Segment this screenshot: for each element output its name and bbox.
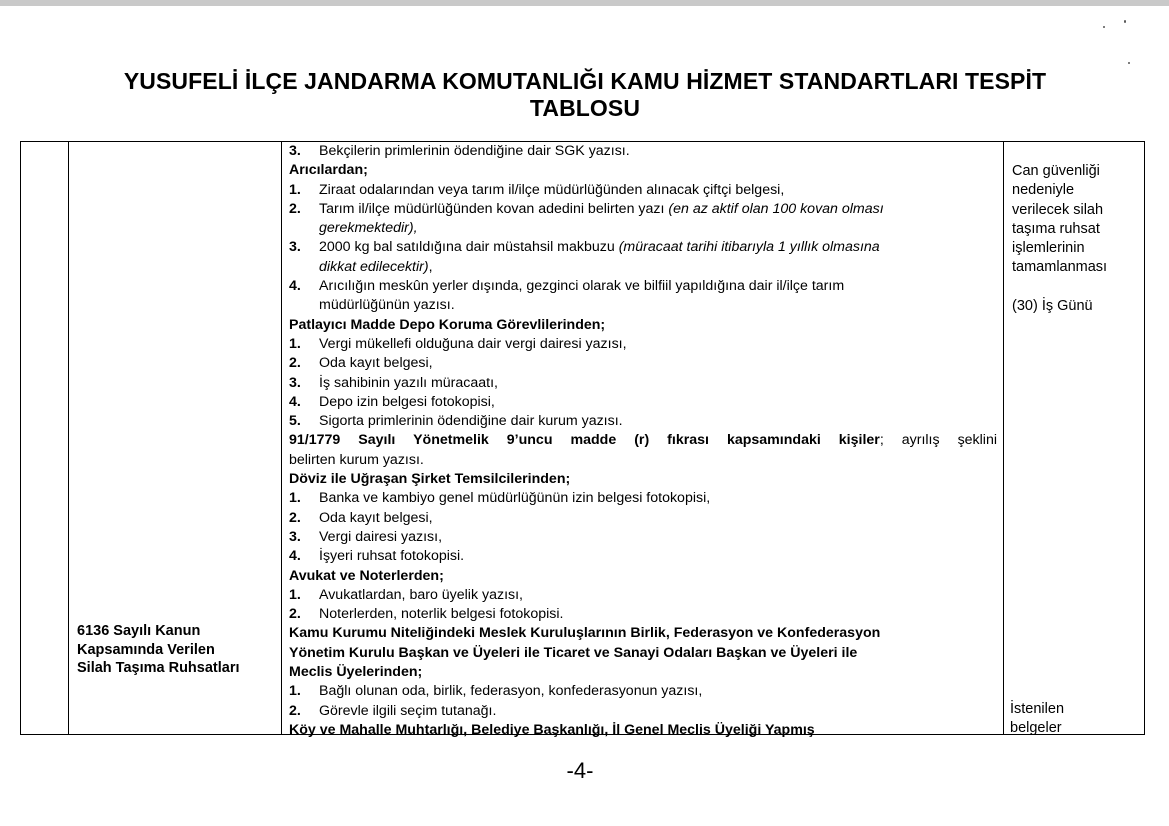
list-item: 3. İş sahibinin yazılı müracaatı, <box>289 374 498 391</box>
column-divider <box>68 141 69 735</box>
table-right-border <box>1144 141 1145 735</box>
service-name-line: Kapsamında Verilen <box>77 641 215 658</box>
list-item: 2. Tarım il/ilçe müdürlüğünden kovan adedini belirten yazı (en az aktif olan 100 kovan olması <box>289 200 884 217</box>
list-item: 4. Depo izin belgesi fotokopisi, <box>289 393 495 410</box>
list-item: 2. Oda kayıt belgesi, <box>289 355 433 372</box>
completion-time-line: nedeniyle <box>1012 182 1075 199</box>
list-item-continued: müdürlüğünün yazısı. <box>319 297 455 314</box>
list-item-continued: gerekmektedir), <box>319 220 418 237</box>
column-divider <box>1003 141 1004 735</box>
list-item: 3. 2000 kg bal satıldığına dair müstahsil makbuzu (müracaat tarihi itibarıyla 1 yıllık olmasına <box>289 239 880 256</box>
page-number: -4- <box>566 758 594 783</box>
section-heading-continued: Yönetim Kurulu Başkan ve Üyeleri ile Ticaret ve Sanayi Odaları Başkan ve Üyeleri ile <box>289 644 858 661</box>
list-item: 2. Oda kayıt belgesi, <box>289 509 433 526</box>
section-heading: Kamu Kurumu Niteliğindeki Meslek Kuruluşlarının Birlik, Federasyon ve Konfederasyon <box>289 625 881 642</box>
section-heading: Avukat ve Noterlerden; <box>289 567 444 584</box>
list-item: 2. Görevle ilgili seçim tutanağı. <box>289 702 497 719</box>
list-item-continued: dikkat edilecektir), <box>319 258 433 275</box>
table-left-border <box>20 141 21 735</box>
column-divider <box>281 141 282 735</box>
list-item: 1. Avukatlardan, baro üyelik yazısı, <box>289 586 523 603</box>
service-name-line: Silah Taşıma Ruhsatları <box>77 660 240 676</box>
document-title: YUSUFELİ İLÇE JANDARMA KOMUTANLIĞI KAMU HİZMET STANDARTLARI TESPİT <box>123 68 1047 94</box>
completion-time-line: verilecek silah <box>1012 201 1104 218</box>
completion-time-line: taşıma ruhsat <box>1012 220 1100 237</box>
completion-time-footer-line: belgeler <box>1010 720 1062 736</box>
section-heading: Arıcılardan; <box>289 162 368 179</box>
scan-speck <box>1124 20 1126 23</box>
section-heading: Döviz ile Uğraşan Şirket Temsilcilerinden; <box>289 471 571 488</box>
list-item: 1. Bağlı olunan oda, birlik, federasyon, konfederasyonun yazısı, <box>289 683 703 700</box>
completion-time-footer <box>1010 700 1138 738</box>
spacer <box>1012 278 1140 297</box>
completion-time-line: tamamlanması <box>1012 259 1108 276</box>
list-item: 5. Sigorta primlerinin ödendiğine dair kurum yazısı. <box>289 413 623 430</box>
section-heading: Köy ve Mahalle Muhtarlığı, Belediye Başkanlığı, İl Genel Meclis Üyeliği Yapmış <box>289 721 815 738</box>
regulation-paragraph: 91/1779 Sayılı Yönetmelik 9’uncu madde (r) fıkrası kapsamındaki kişiler; ayrılış şeklini <box>289 432 998 449</box>
scan-speck <box>1128 62 1130 64</box>
list-item: 3. Vergi dairesi yazısı, <box>289 528 443 545</box>
completion-time-cell <box>1012 162 1140 316</box>
section-heading-continued: Meclis Üyelerinden; <box>289 664 423 681</box>
regulation-paragraph-continued: belirten kurum yazısı. <box>289 451 424 468</box>
document-title-continued: TABLOSU <box>529 95 641 121</box>
list-item: 1. Ziraat odalarından veya tarım il/ilçe müdürlüğünden alınacak çiftçi belgesi, <box>289 181 785 198</box>
completion-days: (30) İş Günü <box>1012 297 1093 314</box>
service-name-cell <box>77 622 277 678</box>
completion-time-line: işlemlerinin <box>1012 240 1085 257</box>
list-item: 1. Vergi mükellefi olduğuna dair vergi dairesi yazısı, <box>289 335 627 352</box>
completion-time-footer-line: İstenilen <box>1010 701 1065 717</box>
scan-top-edge <box>0 0 1169 6</box>
service-name-line: 6136 Sayılı Kanun <box>77 623 201 639</box>
list-item: 1. Banka ve kambiyo genel müdürlüğünün izin belgesi fotokopisi, <box>289 490 711 507</box>
section-heading: Patlayıcı Madde Depo Koruma Görevlilerinden; <box>289 316 606 333</box>
list-item: 2. Noterlerden, noterlik belgesi fotokopisi. <box>289 606 564 623</box>
scan-speck <box>1103 26 1105 28</box>
list-item: 4. İşyeri ruhsat fotokopisi. <box>289 548 465 565</box>
completion-time-line: Can güvenliği <box>1012 163 1100 179</box>
list-item: 3. Bekçilerin primlerinin ödendiğine dair SGK yazısı. <box>289 143 630 159</box>
required-documents-cell <box>289 142 997 740</box>
list-item: 4. Arıcılığın meskûn yerler dışında, gezginci olarak ve bilfiil yapıldığına dair il/ilçe tarım <box>289 278 845 295</box>
